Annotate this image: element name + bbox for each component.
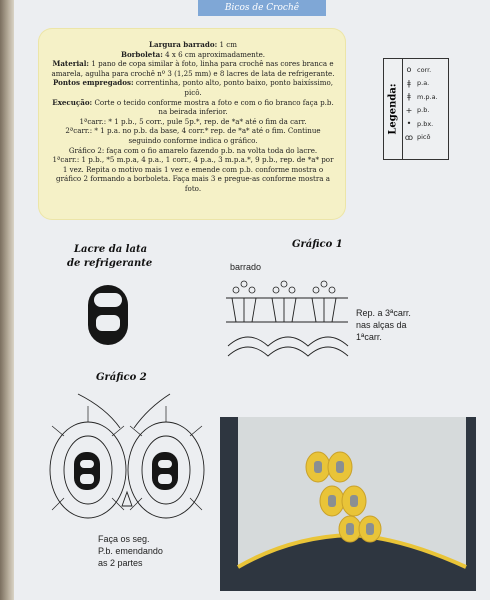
legend-item (404, 63, 448, 77)
chart1-note-line3: 1ªcarr. (356, 332, 382, 342)
chain-icon: o (406, 65, 412, 75)
chart1-diagram (222, 276, 352, 366)
legend-list (404, 63, 448, 144)
width-label: Largura barrado: (149, 40, 218, 49)
legend-item (404, 131, 448, 145)
chart2-title: Gráfico 2 (96, 372, 147, 383)
legend-label: corr. (417, 65, 432, 74)
legend-label: p.b. (417, 106, 430, 115)
legend-label: picô (417, 133, 431, 142)
row1-instruction: 1ªcarr.: * 1 p.b., 5 corr., pule 5p.*, rep. de *a* até o fim da carr. (79, 116, 307, 126)
legend-label: m.p.a. (417, 92, 438, 101)
legend-item (404, 117, 448, 131)
barrado-label: barrado (230, 262, 262, 272)
instructions-text (50, 40, 336, 194)
picot-icon: ꝏ (404, 132, 414, 142)
butterfly-label: Borboleta: (120, 49, 163, 59)
book-spine (0, 0, 14, 600)
chart1-note-line1: Rep. a 3ªcarr. (356, 308, 411, 318)
chart2-note-line1: Faça os seg. (98, 534, 150, 544)
single-crochet-icon: + (405, 105, 413, 115)
stitches-label: Pontos empregados: (53, 78, 134, 88)
product-photo (220, 417, 476, 591)
chart2-note-line2: P.b. emendando (98, 546, 163, 556)
legend-label: p.a. (417, 79, 430, 88)
legend-item (404, 104, 448, 118)
legend-item (404, 77, 448, 91)
butterfly-value: 4 x 6 cm aproximadamente. (162, 49, 266, 59)
legend-item (404, 90, 448, 104)
execution-value: Corte o tecido conforme mostra a foto e com o fio branco faça p.b. na beirada inferior. (92, 97, 334, 117)
material-label: Material: (52, 59, 90, 69)
stitches-value: correntinha, ponto alto, ponto baixo, ponto baixíssimo, picô. (133, 78, 333, 97)
can-tab-illustration (86, 283, 130, 347)
slip-stitch-icon: • (406, 119, 412, 129)
double-crochet-icon: ǂ (407, 78, 411, 88)
chart2-instruction: Gráfico 2: faça com o fio amarelo fazendo p.b. na volta toda do lacre. (68, 145, 318, 155)
chart2-note-line3: as 2 partes (98, 558, 143, 568)
chart2-row1-instruction: 1ªcarr.: 1 p.b., *5 m.p.a, 4 p.a., 1 corr., 4 p.a., 3 m.p.a.*, 9 p.b., rep. de *a* por 1 vez. Repita o motivo mais 1 vez e emende com p.b. conforme mostra o gráfico 2 formando a borboleta. Faça mais 3 e pregue-as conforme mostra a foto. (52, 155, 334, 193)
section-header: Bicos de Crochê (198, 0, 326, 16)
half-double-crochet-icon: ǂ (407, 92, 411, 102)
legend-label: p.bx. (417, 119, 434, 128)
chart1-note-line2: nas alças da (356, 320, 407, 330)
material-value: 1 pano de copa similar à foto, linha para crochê nas cores branca e amarela, agulha para crochê nº 3 (1,25 mm) e 8 lacres de lata de refrigerante. (51, 59, 335, 78)
chart1-title: Gráfico 1 (292, 239, 343, 250)
row2-instruction: 2ªcarr.: * 1 p.a. no p.b. da base, 4 corr.* rep. de *a* até o fim. Continue seguindo conforme indica o gráfico. (65, 126, 321, 145)
legend-title: Legenda: (387, 83, 399, 135)
chart2-butterfly-diagram (42, 388, 212, 528)
legend-box (383, 58, 449, 160)
execution-label: Execução: (52, 97, 93, 107)
dish-towel-photo (220, 417, 476, 591)
width-value: 1 cm (217, 40, 237, 49)
lacre-title-line1: Lacre da lata (74, 244, 148, 255)
lacre-title-line2: de refrigerante (67, 258, 153, 269)
